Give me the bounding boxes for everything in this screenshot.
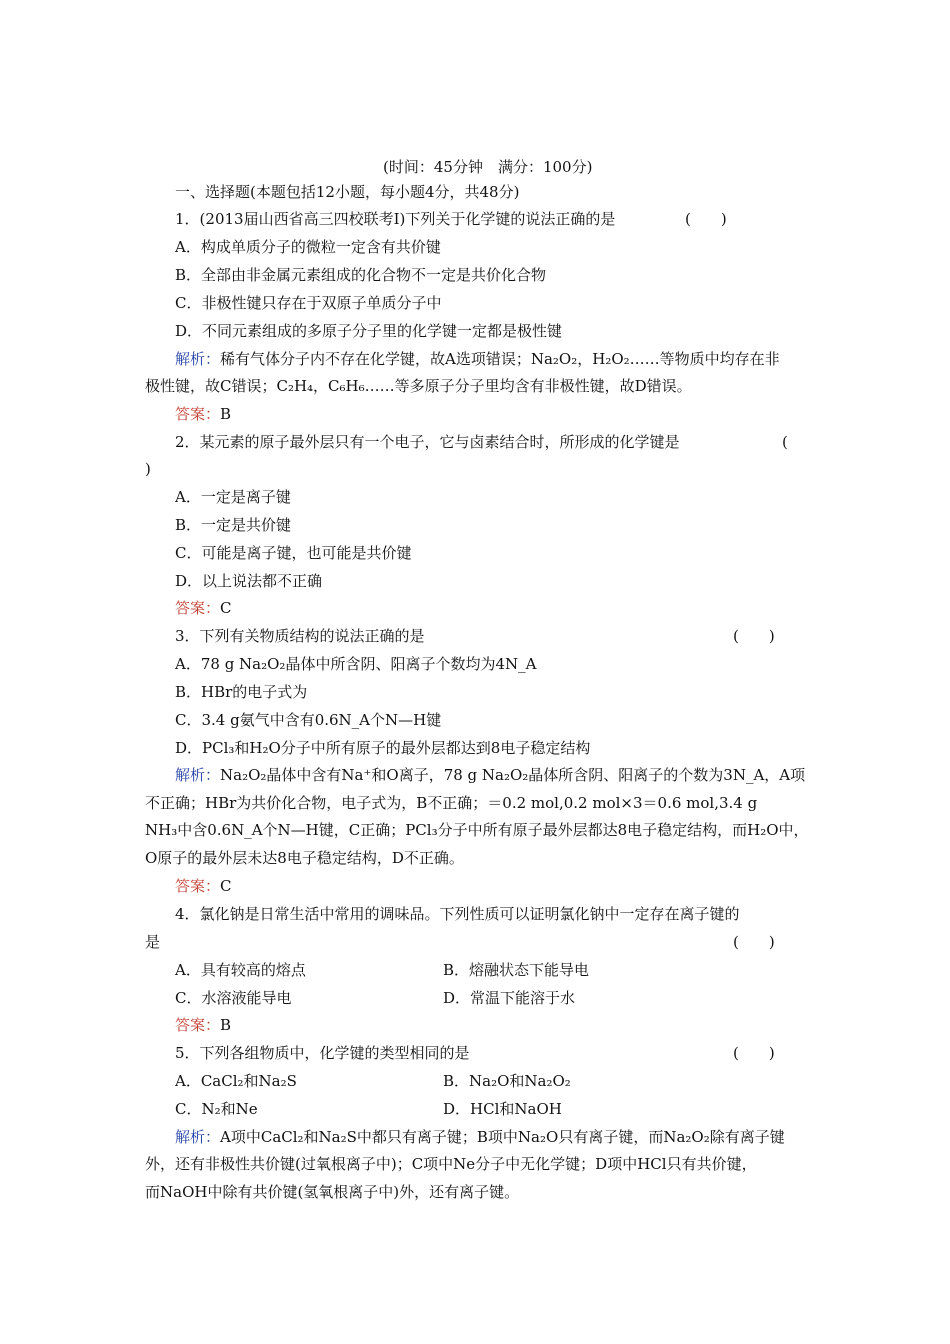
q5-option-d: D．HCl和NaOH (443, 1100, 562, 1118)
q3-answer-paren: ( ) (733, 627, 775, 645)
q5-option-b: B．Na₂O和Na₂O₂ (443, 1072, 571, 1090)
q1-option-c: C．非极性键只存在于双原子单质分子中 (175, 294, 442, 312)
q2-answer-line (175, 598, 232, 618)
q4-option-a: A．具有较高的熔点 (175, 961, 306, 979)
q3-analysis-line-1 (175, 765, 805, 785)
q3-analysis-line-2: 不正确；HBr为共价化合物，电子式为，B不正确；＝0.2 mol,0.2 mol×3＝0.6 mol,3.4 g (145, 794, 758, 812)
analysis-label: 解析： (175, 1128, 221, 1146)
section-title: 一、选择题(本题包括12小题，每小题4分，共48分) (175, 183, 520, 201)
q5-analysis-text-1: A项中CaCl₂和Na₂S中都只有离子键；B项中Na₂O只有离子键，而Na₂O₂除有离子键 (220, 1128, 785, 1146)
q3-option-a: A．78 g Na₂O₂晶体中所含阴、阳离子个数均为4N_A (175, 655, 537, 673)
q4-answer: B (220, 1016, 232, 1034)
q2-paren-close: ) (145, 460, 151, 478)
answer-label: 答案： (175, 405, 221, 423)
q1-option-d: D．不同元素组成的多原子分子里的化学键一定都是极性键 (175, 322, 563, 340)
answer-label: 答案： (175, 1016, 221, 1034)
q2-paren-open: ( (782, 433, 788, 451)
q5-answer-paren: ( ) (733, 1044, 775, 1062)
q4-option-d: D．常温下能溶于水 (443, 989, 576, 1007)
q2-stem: 2．某元素的原子最外层只有一个电子，它与卤素结合时，所形成的化学键是 (175, 433, 680, 451)
q1-option-b: B．全部由非金属元素组成的化合物不一定是共价化合物 (175, 266, 547, 284)
q3-answer-line (175, 876, 232, 896)
q3-analysis-text-1: Na₂O₂晶体中含有Na⁺和O离子，78 g Na₂O₂晶体所含阴、阳离子的个数为3N_A，A项 (220, 766, 806, 784)
q4-stem-line-2: 是 (145, 933, 161, 951)
q2-option-a: A．一定是离子键 (175, 488, 291, 506)
q3-option-d: D．PCl₃和H₂O分子中所有原子的最外层都达到8电子稳定结构 (175, 739, 591, 757)
q2-option-c: C．可能是离子键，也可能是共价键 (175, 544, 412, 562)
q3-analysis-line-4: O原子的最外层未达8电子稳定结构，D不正确。 (145, 849, 464, 867)
answer-label: 答案： (175, 877, 221, 895)
q1-analysis-line-1 (175, 349, 780, 369)
q4-option-b: B．熔融状态下能导电 (443, 961, 590, 979)
q1-option-a: A．构成单质分子的微粒一定含有共价键 (175, 238, 441, 256)
analysis-label: 解析： (175, 766, 221, 784)
q1-answer-paren: ( ) (685, 210, 727, 228)
q5-analysis-line-2: 外，还有非极性共价键(过氧根离子中)；C项中Ne分子中无化学键；D项中HCl只有共价键， (145, 1155, 757, 1173)
q5-option-c: C．N₂和Ne (175, 1100, 258, 1118)
q4-answer-line (175, 1015, 231, 1035)
q3-option-b: B．HBr的电子式为 (175, 683, 308, 701)
analysis-label: 解析： (175, 350, 221, 368)
answer-label: 答案： (175, 599, 221, 617)
q1-answer-line (175, 404, 231, 424)
header-time-score: (时间：45分钟 满分：100分) (383, 158, 593, 176)
q1-answer: B (220, 405, 232, 423)
q3-option-c: C．3.4 g氨气中含有0.6N_A个N—H键 (175, 711, 442, 729)
q3-answer: C (220, 877, 232, 895)
q2-answer: C (220, 599, 232, 617)
q1-analysis-text-1: 稀有气体分子内不存在化学键，故A选项错误；Na₂O₂，H₂O₂……等物质中均存在非 (220, 350, 780, 368)
q5-stem: 5．下列各组物质中，化学键的类型相同的是 (175, 1044, 470, 1062)
q3-analysis-line-3: NH₃中含0.6N_A个N—H键，C正确；PCl₃分子中所有原子最外层都达8电子稳定结构，而H₂O中， (145, 821, 809, 839)
q5-option-a: A．CaCl₂和Na₂S (175, 1072, 297, 1090)
q2-option-b: B．一定是共价键 (175, 516, 292, 534)
q2-option-d: D．以上说法都不正确 (175, 572, 323, 590)
q1-analysis-line-2: 极性键，故C错误；C₂H₄，C₆H₆……等多原子分子里均含有非极性键，故D错误。 (145, 377, 692, 395)
q5-analysis-line-3: 而NaOH中除有共价键(氢氧根离子中)外，还有离子键。 (145, 1183, 520, 1201)
q5-analysis-line-1 (175, 1127, 785, 1147)
q3-stem: 3．下列有关物质结构的说法正确的是 (175, 627, 425, 645)
q4-stem-line-1: 4．氯化钠是日常生活中常用的调味品。下列性质可以证明氯化钠中一定存在离子键的 (175, 905, 740, 923)
q1-stem: 1．(2013届山西省高三四校联考Ⅰ)下列关于化学键的说法正确的是 (175, 210, 616, 228)
q4-answer-paren: ( ) (733, 933, 775, 951)
q4-option-c: C．水溶液能导电 (175, 989, 292, 1007)
